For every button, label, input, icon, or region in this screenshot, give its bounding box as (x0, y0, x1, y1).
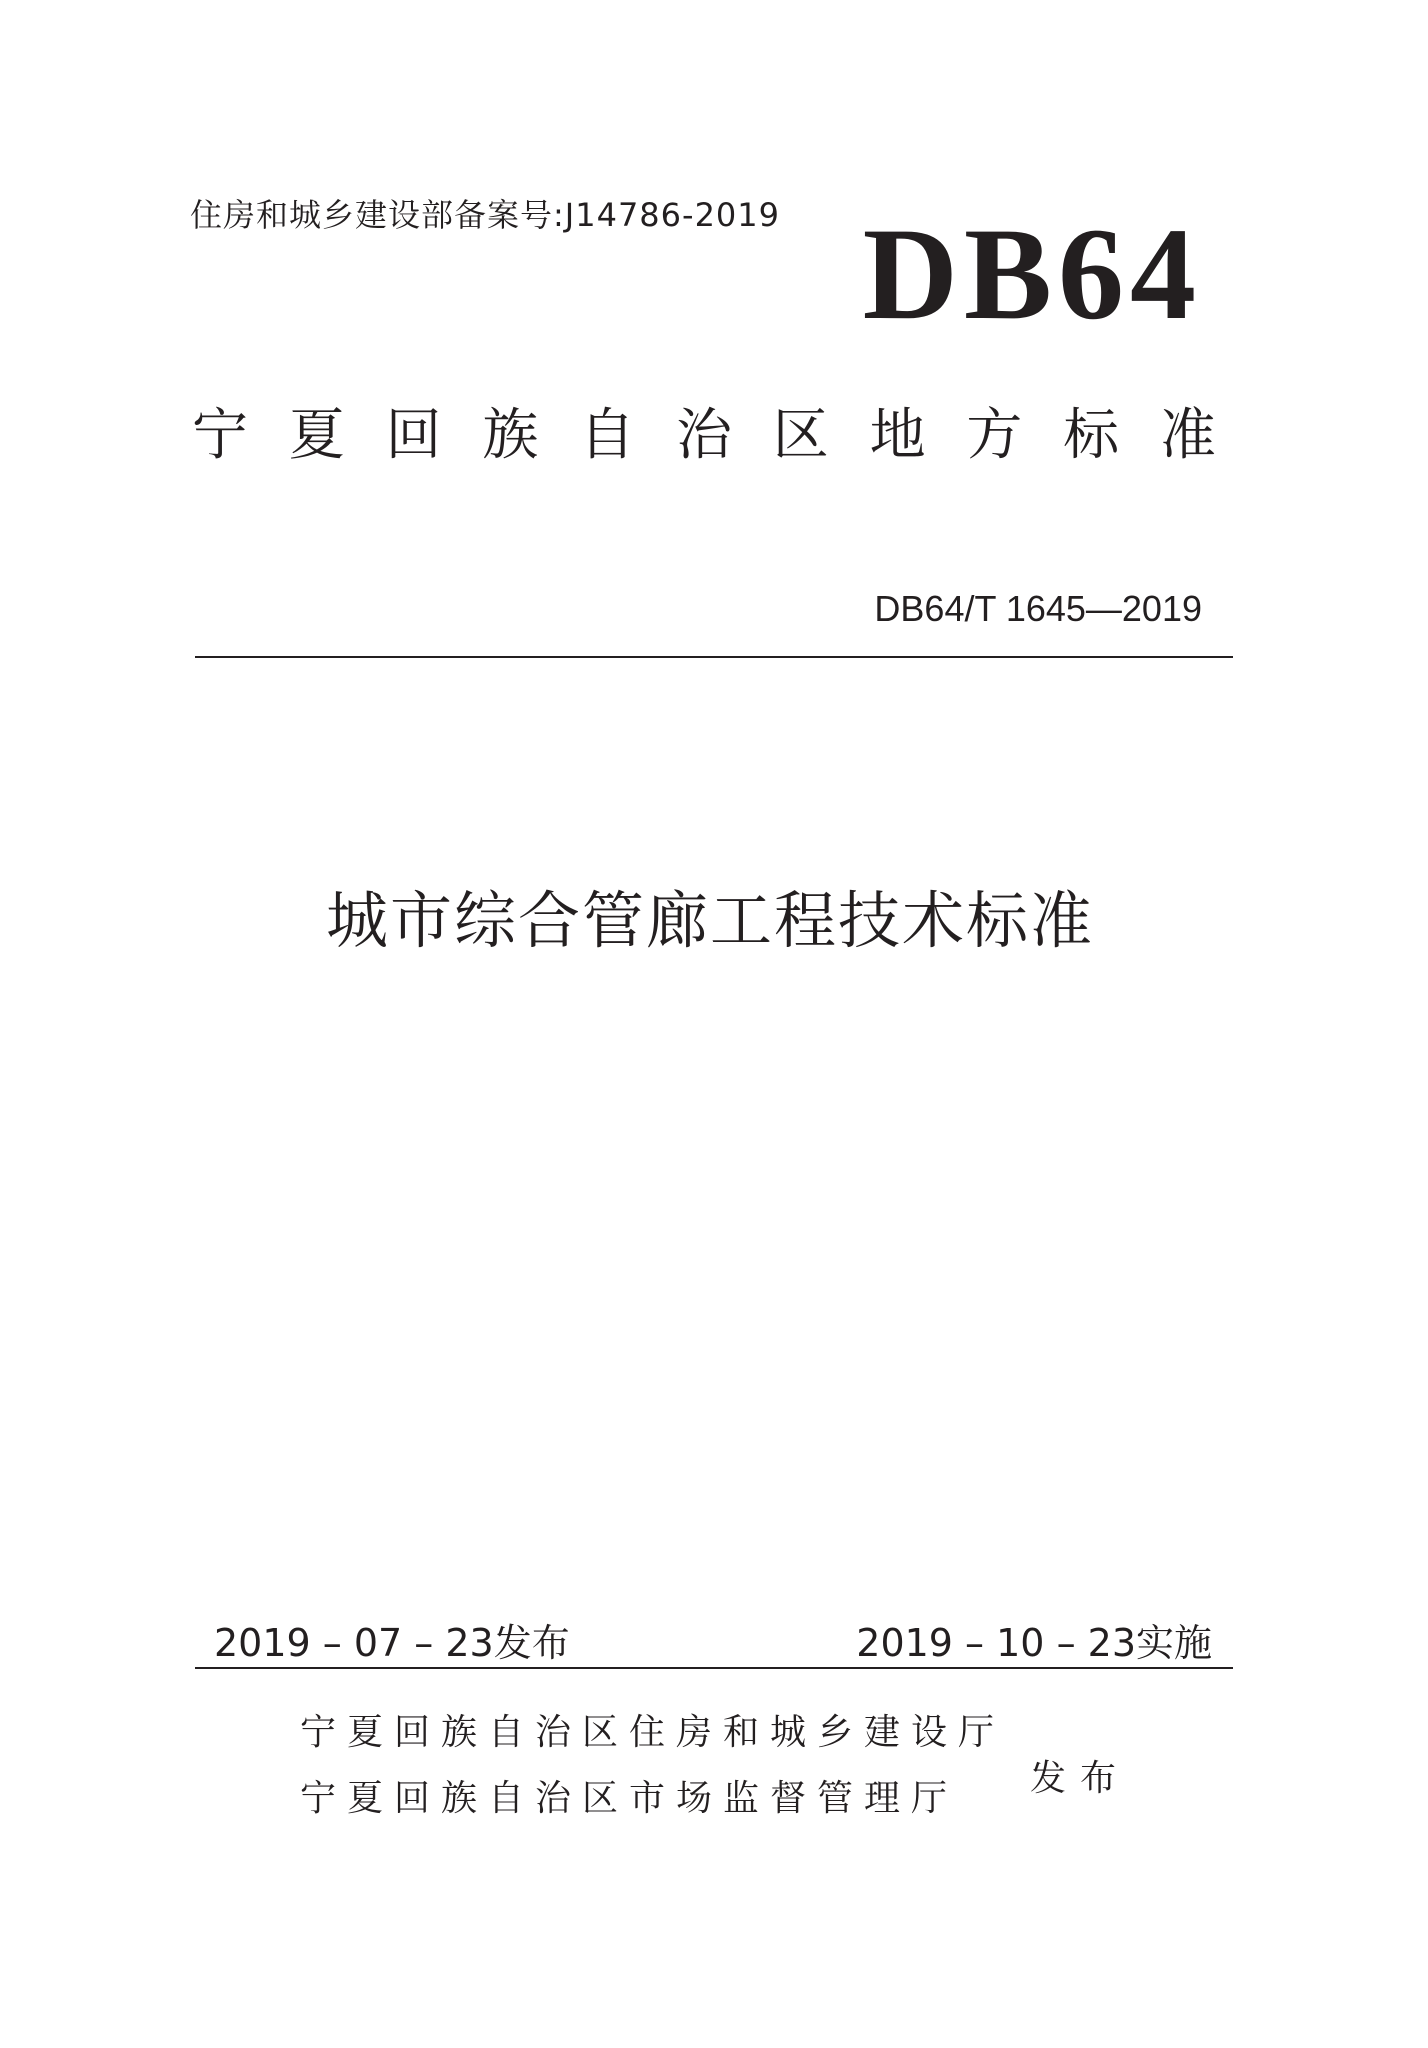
standard-type-char: 宁 (192, 403, 248, 468)
publish-label: 发布 (1030, 1758, 1131, 1799)
standard-type-char: 准 (1159, 403, 1216, 468)
divider-bottom (195, 1667, 1233, 1669)
issuers (300, 1700, 1005, 1832)
issue-date: 2019 – 07 – 23发布 (214, 1621, 570, 1665)
standard-type-char: 治 (675, 403, 732, 468)
divider-top (195, 656, 1233, 658)
standard-type (192, 403, 1216, 468)
issuer-line: 宁夏回族自治区市场监督管理厅 (300, 1778, 959, 1819)
standard-type-char: 区 (772, 403, 829, 468)
filing-number: 住房和城乡建设部备案号:J14786-2019 (190, 196, 781, 234)
implementation-date: 2019 – 10 – 23实施 (856, 1621, 1212, 1665)
standard-type-char: 方 (966, 403, 1023, 468)
standard-type-char: 标 (1063, 403, 1120, 468)
standard-type-char: 地 (869, 403, 926, 468)
standard-type-char: 自 (579, 403, 636, 468)
standard-type-char: 族 (482, 403, 539, 468)
standard-number: DB64/T 1645—2019 (874, 588, 1202, 629)
document-title: 城市综合管廊工程技术标准 (325, 884, 1094, 957)
standard-code: DB64 (862, 200, 1202, 347)
standard-type-char: 夏 (288, 403, 345, 468)
issuer-line: 宁夏回族自治区住房和城乡建设厅 (300, 1712, 1006, 1753)
standard-type-char: 回 (385, 403, 442, 468)
